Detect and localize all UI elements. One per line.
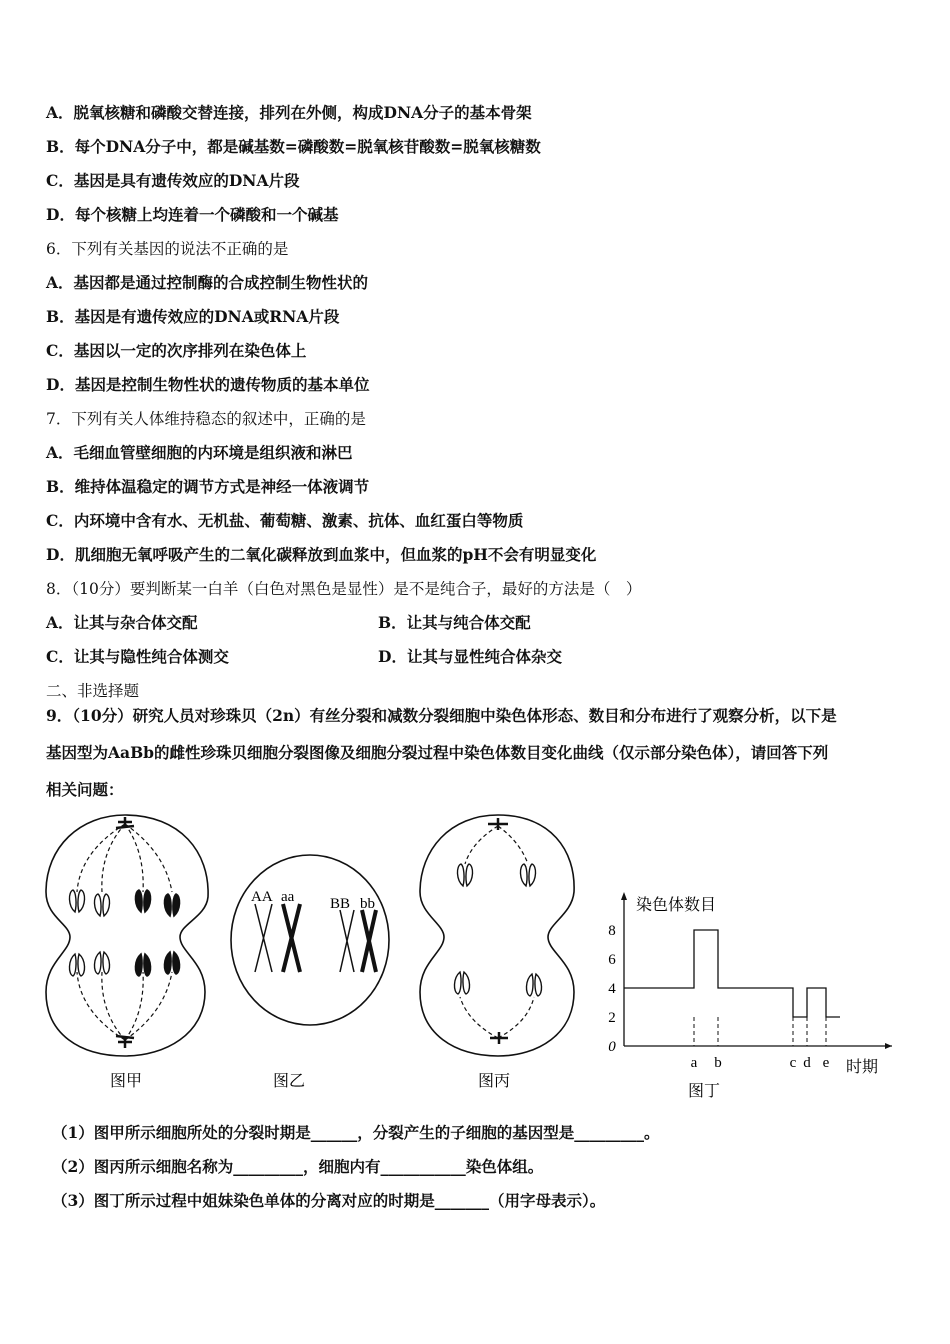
chromosome-count-line: [624, 930, 840, 1017]
q5-option-a: A．脱氧核糖和磷酸交替连接，排列在外侧，构成DNA分子的基本骨架: [46, 103, 532, 122]
x-axis-arrow: [885, 1043, 892, 1049]
q8-option-a: A．让其与杂合体交配: [46, 613, 198, 632]
y-tick-0: 0: [608, 1039, 616, 1055]
q6-option-b: B．基因是有遗传效应的DNA或RNA片段: [46, 307, 340, 326]
q6-option-c: C．基因以一定的次序排列在染色体上: [46, 341, 307, 360]
y-axis-arrow: [621, 892, 627, 900]
y-tick-6: 6: [608, 952, 616, 968]
figure-jia-label: 图甲: [110, 1071, 143, 1090]
q9-stem-line-3: 相关问题：: [46, 780, 124, 799]
q6-option-a: A．基因都是通过控制酶的合成控制生物性状的: [46, 273, 369, 292]
q5-option-d: D．每个核糖上均连着一个磷酸和一个碱基: [46, 205, 339, 224]
figure-jia: [46, 815, 208, 1056]
q7-option-b: B．维持体温稳定的调节方式是神经一体液调节: [46, 477, 370, 496]
section-heading: 二、非选择题: [46, 682, 140, 700]
q8-stem: 8．（10分）要判断某一白羊（白色对黑色是显性）是不是纯合子，最好的方法是（ ）: [46, 580, 642, 598]
q7-option-d: D．肌细胞无氧呼吸产生的二氧化碳释放到血浆中，但血浆的pH不会有明显变化: [46, 545, 597, 564]
x-tick-c: c: [789, 1055, 797, 1071]
q8-option-b: B．让其与纯合体交配: [378, 613, 531, 632]
q9-stem-line-1: 9．（10分）研究人员对珍珠贝（2n）有丝分裂和减数分裂细胞中染色体形态、数目和分布进行了观察分析，以下是: [46, 706, 837, 725]
gene-label-AA: AA: [251, 889, 273, 905]
q9-sub-1: （1）图甲所示细胞所处的分裂时期是______，分裂产生的子细胞的基因型是_________。: [52, 1123, 660, 1142]
figure-yi-label: 图乙: [273, 1071, 306, 1090]
q7-stem: 7．下列有关人体维持稳态的叙述中，正确的是: [46, 410, 366, 428]
q6-option-d: D．基因是控制生物性状的遗传物质的基本单位: [46, 375, 370, 394]
q8-option-d: D．让其与显性纯合体杂交: [378, 647, 562, 666]
q7-option-a: A．毛细血管壁细胞的内环境是组织液和淋巴: [46, 443, 353, 462]
figure-bing: [420, 815, 574, 1056]
q9-sub-2: （2）图丙所示细胞名称为_________，细胞内有___________染色体组。: [52, 1157, 544, 1176]
q9-sub-3: （3）图丁所示过程中姐妹染色单体的分离对应的时期是_______（用字母表示）。: [52, 1191, 606, 1210]
y-axis-title: 染色体数目: [636, 895, 717, 914]
q6-stem: 6．下列有关基因的说法不正确的是: [46, 240, 289, 258]
figure-ding-chart: [608, 892, 892, 1076]
q5-option-b: B．每个DNA分子中，都是碱基数=磷酸数=脱氧核苷酸数=脱氧核糖数: [46, 137, 541, 156]
q8-option-c: C．让其与隐性纯合体测交: [46, 647, 229, 666]
y-tick-8: 8: [608, 923, 616, 939]
figure-yi: [231, 855, 389, 1025]
x-tick-b: b: [714, 1055, 722, 1071]
gene-label-aa: aa: [281, 889, 295, 905]
gene-label-bb: bb: [360, 896, 375, 912]
figure-bing-label: 图丙: [478, 1071, 511, 1090]
q9-stem-line-2: 基因型为AaBb的雌性珍珠贝细胞分裂图像及细胞分裂过程中染色体数目变化曲线（仅示部分染色体），请回答下列: [46, 743, 829, 762]
x-tick-e: e: [822, 1055, 830, 1071]
cell-division-figures: [40, 812, 920, 1107]
y-tick-2: 2: [608, 1010, 616, 1026]
x-tick-d: d: [803, 1055, 811, 1071]
y-tick-4: 4: [608, 981, 616, 997]
x-tick-a: a: [690, 1055, 698, 1071]
q7-option-c: C．内环境中含有水、无机盐、葡萄糖、激素、抗体、血红蛋白等物质: [46, 511, 524, 530]
x-axis-title: 时期: [846, 1057, 879, 1076]
figure-ding-label: 图丁: [688, 1081, 721, 1100]
gene-label-BB: BB: [330, 896, 351, 912]
q5-option-c: C．基因是具有遗传效应的DNA片段: [46, 171, 300, 190]
